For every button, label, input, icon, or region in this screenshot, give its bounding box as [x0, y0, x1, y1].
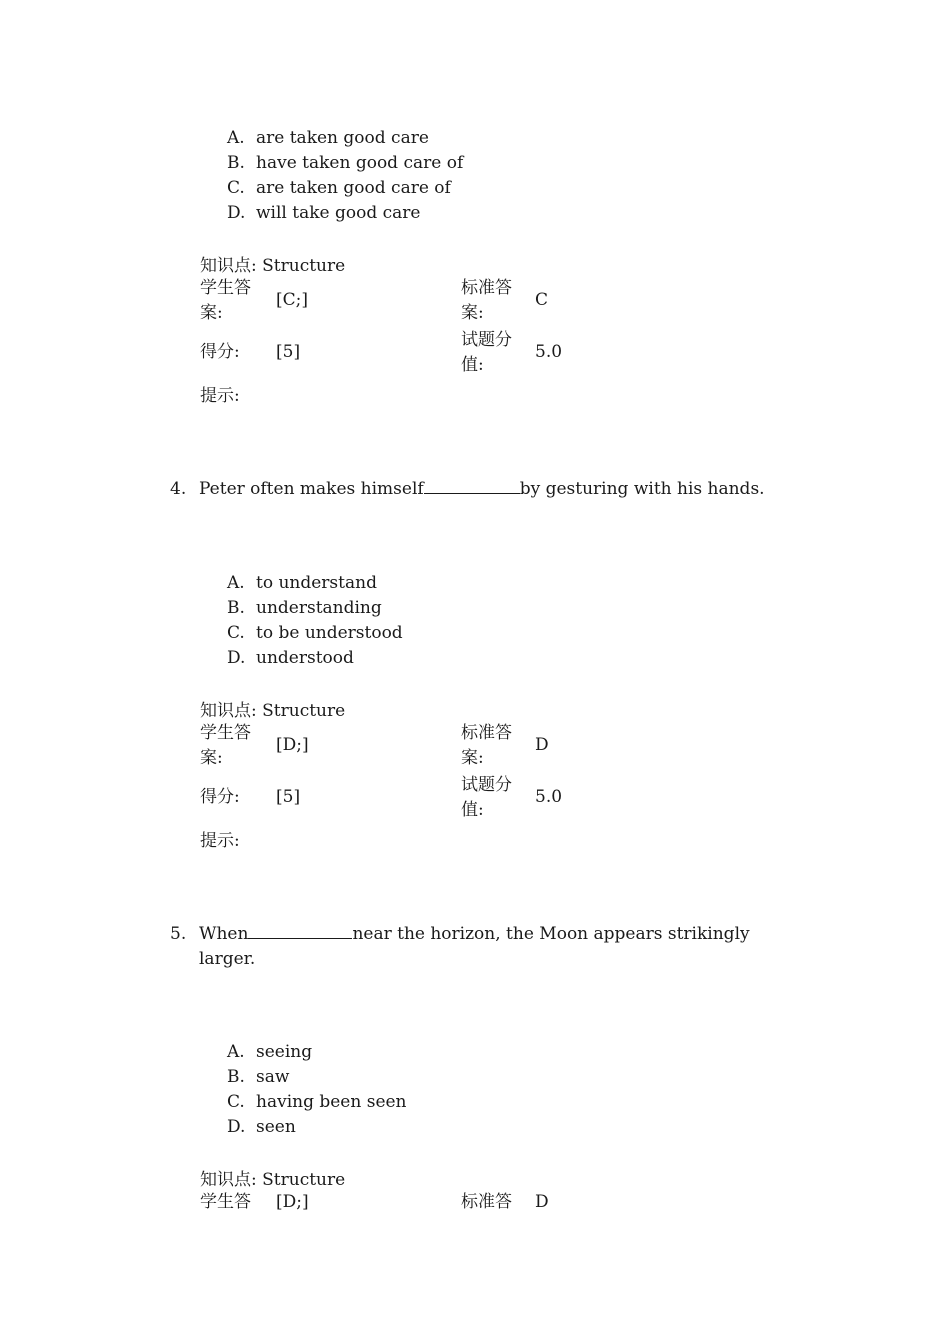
standard-answer-label: 标准答: [461, 1192, 512, 1212]
option-b: B. understanding: [227, 598, 382, 618]
points-value: 5.0: [535, 342, 563, 362]
standard-answer-value: D: [535, 735, 549, 755]
standard-answer-label: 标准答 案:: [461, 278, 512, 323]
question-number: 5.: [170, 924, 187, 944]
points-label: 试题分 值:: [461, 330, 512, 375]
standard-answer-label: 标准答 案:: [461, 723, 512, 768]
standard-answer-value: C: [535, 290, 549, 310]
score-value: [5]: [276, 787, 301, 807]
student-answer-label: 学生答: [200, 1192, 251, 1212]
question-stem: 4. Peter often makes himself by gesturing with his hands.: [170, 477, 765, 502]
option-c: C. having been seen: [227, 1092, 407, 1112]
student-answer-label: 学生答 案:: [200, 278, 251, 323]
option-a: A. to understand: [227, 573, 377, 593]
option-d: D. will take good care: [227, 203, 421, 223]
answer-blank: [424, 479, 520, 494]
score-label: 得分:: [200, 787, 240, 807]
option-d: D. understood: [227, 648, 354, 668]
standard-answer-value: D: [535, 1192, 549, 1212]
student-answer-value: [C;]: [276, 290, 308, 310]
option-a: A. seeing: [227, 1042, 313, 1062]
answer-blank: [248, 924, 352, 939]
option-a: A. are taken good care: [227, 128, 429, 148]
option-b: B. have taken good care of: [227, 153, 464, 173]
question-number: 4.: [170, 479, 187, 499]
option-c: C. are taken good care of: [227, 178, 451, 198]
score-label: 得分:: [200, 342, 240, 362]
score-value: [5]: [276, 342, 301, 362]
question-stem: 5. When near the horizon, the Moon appears strikingly: [170, 922, 750, 947]
points-value: 5.0: [535, 787, 563, 807]
hint-label: 提示:: [200, 386, 240, 406]
knowledge-point: 知识点: Structure: [200, 701, 346, 721]
student-answer-value: [D;]: [276, 1192, 309, 1212]
knowledge-point: 知识点: Structure: [200, 256, 346, 276]
student-answer-label: 学生答 案:: [200, 723, 251, 768]
student-answer-value: [D;]: [276, 735, 309, 755]
option-c: C. to be understood: [227, 623, 403, 643]
points-label: 试题分 值:: [461, 775, 512, 820]
hint-label: 提示:: [200, 831, 240, 851]
question-stem-line-2: larger.: [199, 949, 256, 969]
option-d: D. seen: [227, 1117, 296, 1137]
knowledge-point: 知识点: Structure: [200, 1170, 346, 1190]
option-b: B. saw: [227, 1067, 290, 1087]
